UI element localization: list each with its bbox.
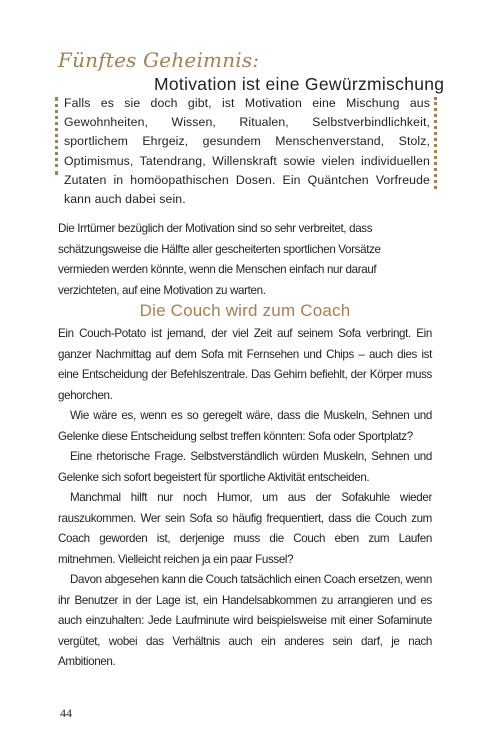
body-paragraph-2: Wie wäre es, wenn es so geregelt wäre, dass die Muskeln, Sehnen und Gelenke diese Entscheidung selbst treffen könnten: Sofa oder Sportplatz? — [58, 409, 432, 443]
page-number: 44 — [60, 706, 72, 720]
box-text — [64, 94, 430, 209]
box-subtitle: Motivation ist eine Gewürzmischung — [154, 74, 445, 94]
body-paragraph-1: Ein Couch-Potato ist jemand, der viel Zeit auf seinem Sofa verbringt. Ein ganzer Nachmittag auf dem Sofa mit Fernsehen und Chips – auch dies ist eine Entscheidung der Befehlszentrale. Das Gehirn befiehlt, der Körper muss gehorchen. — [58, 327, 432, 402]
box-left-dotted-border — [55, 97, 58, 175]
body-paragraph-4: Manchmal hilft nur noch Humor, um aus der Sofakuhle wieder rauszukommen. Wer sein Sofa so häufig frequentiert, dass die Couch zum Coach geworden ist, derjenige muss die Couch eben zum Laufen mitnehmen. Vielleicht reichen ja ein paar Fussel? — [58, 491, 432, 566]
box-paragraph: Falls es sie doch gibt, ist Motivation eine Mischung aus Gewohnheiten, Wissen, Ritualen, Selbstverbindlichkeit, sportlichem Ehrgeiz, gesundem Menschenverstand, Stolz, Optimismus, Tatendrang, Willenskraft sowie vielen individuellen Zutaten in homöopathischen Dosen. Ein Quäntchen Vorfreude kann auch dabei sein. — [64, 96, 430, 207]
section-body — [58, 324, 432, 673]
box-right-dotted-border — [434, 97, 437, 189]
intro-paragraph — [58, 219, 432, 301]
body-paragraph-3: Eine rhetorische Frage. Selbstverständlich würden Muskeln, Sehnen und Gelenke sich sofort begeistert für sportliche Aktivität entscheiden. — [58, 450, 432, 484]
intro-text: Die Irrtümer bezüglich der Motivation sind so sehr verbreitet, dass schätzungsweise die Hälfte aller gescheiterten sportlichen Vorsätze vermieden werden könnte, wenn die Menschen einfach nur darauf verzichteten, auf eine Motivation zu warten. — [58, 222, 381, 297]
box-title: Fünftes Geheimnis: — [58, 48, 260, 72]
section-heading: Die Couch wird zum Coach — [139, 301, 351, 320]
body-paragraph-5: Davon abgesehen kann die Couch tatsächlich einen Coach ersetzen, wenn ihr Benutzer in der Lage ist, ein Handelsabkommen zu arrangieren und es auch einzuhalten: Jede Laufminute wird beispielsweise mit einer Sofaminute vergütet, wobei das Verhältnis auch ein anderes sein darf, je nach Ambitionen. — [58, 573, 432, 668]
